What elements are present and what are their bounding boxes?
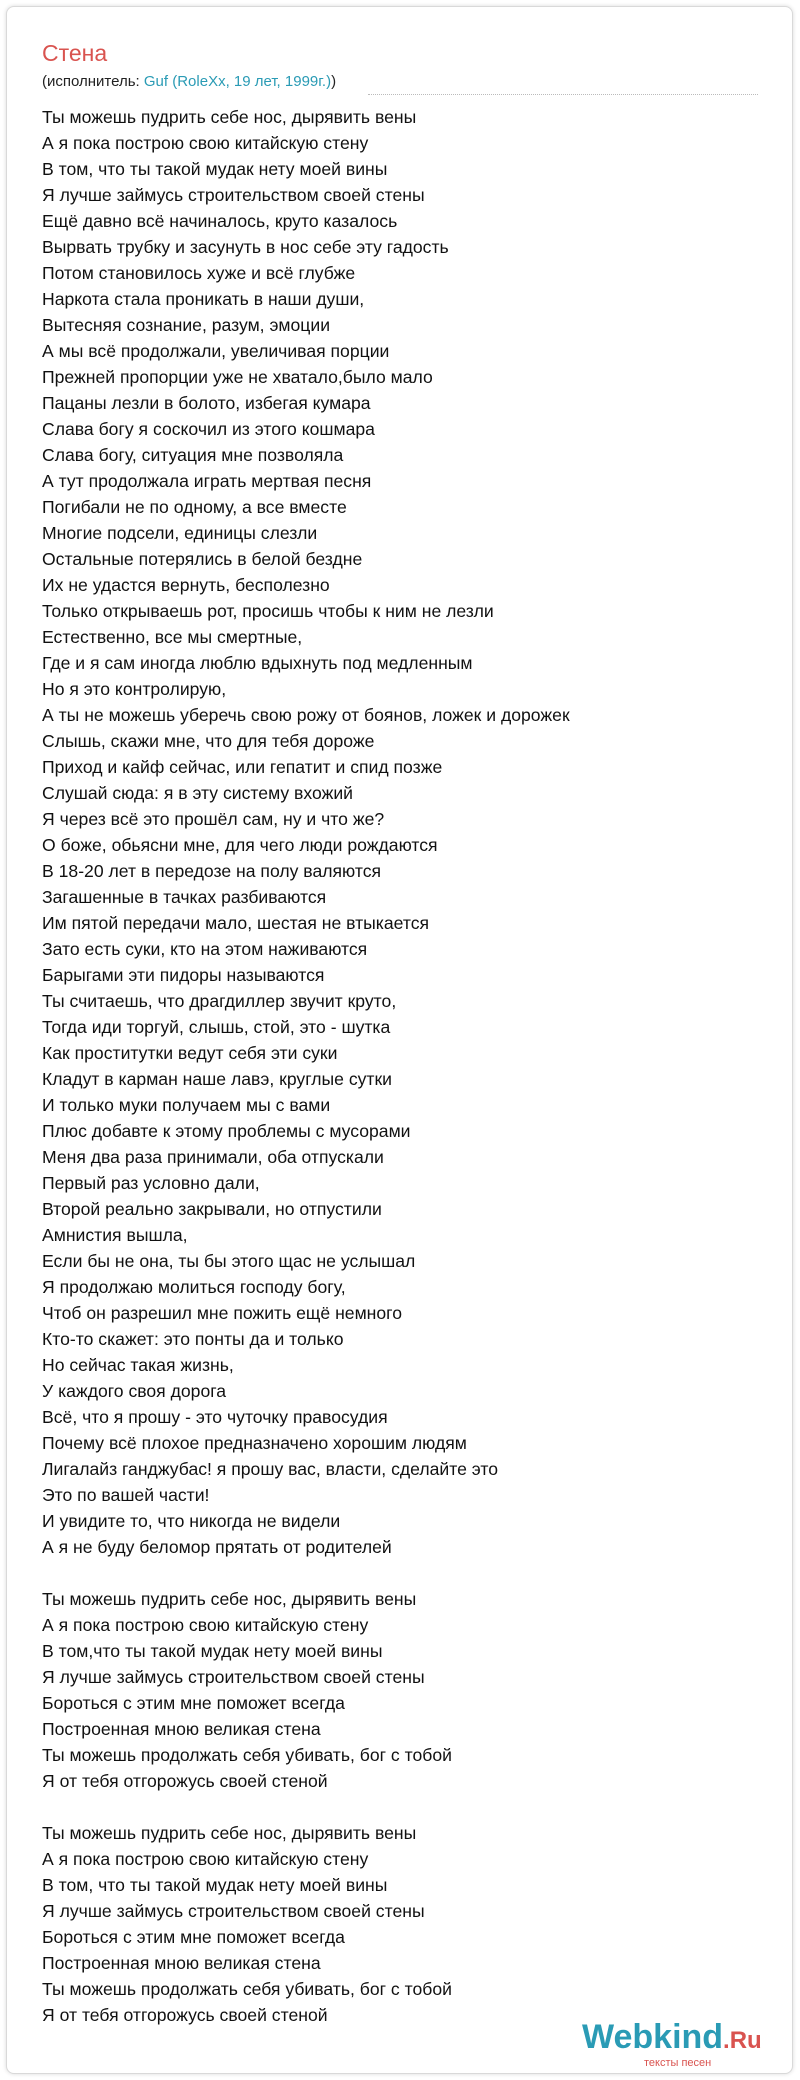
lyric-line: Почему всё плохое предназначено хорошим людям <box>42 1433 467 1453</box>
lyric-line: Естественно, все мы смертные, <box>42 627 303 647</box>
lyric-line: Я лучше займусь строительством своей стены <box>42 1667 425 1687</box>
lyric-line: Ты можешь пудрить себе нос, дырявить вены <box>42 1823 417 1843</box>
lyric-line: В том, что ты такой мудак нету моей вины <box>42 1875 388 1895</box>
lyric-line: Чтоб он разрешил мне пожить ещё немного <box>42 1303 402 1323</box>
lyric-line: Ты считаешь, что драгдиллер звучит круто, <box>42 991 397 1011</box>
lyric-line: Ты можешь пудрить себе нос, дырявить вены <box>42 107 417 127</box>
lyric-line: Вырвать трубку и засунуть в нос себе эту гадость <box>42 237 449 257</box>
artist-line <box>42 73 336 90</box>
lyric-line: Первый раз условно дали, <box>42 1173 260 1193</box>
lyric-line: Прежней пропорции уже не хватало,было мало <box>42 367 433 387</box>
stanza-break <box>42 1794 570 1820</box>
lyric-line: Бороться с этим мне поможет всегда <box>42 1927 345 1947</box>
lyric-line: О боже, обьясни мне, для чего люди рождаются <box>42 835 438 855</box>
lyric-line: Погибали не по одному, а все вместе <box>42 497 347 517</box>
lyric-line: Я лучше займусь строительством своей стены <box>42 1901 425 1921</box>
lyric-line: А я пока построю свою китайскую стену <box>42 1615 369 1635</box>
lyric-line: Слушай сюда: я в эту систему вхожий <box>42 783 354 803</box>
lyric-line: Слава богу, ситуация мне позволяла <box>42 445 344 465</box>
lyric-line: Если бы не она, ты бы этого щас не услышал <box>42 1251 416 1271</box>
artist-suffix: ) <box>331 73 337 90</box>
lyric-line: Ты можешь пудрить себе нос, дырявить вены <box>42 1589 417 1609</box>
lyric-line: Я через всё это прошёл сам, ну и что же? <box>42 809 385 829</box>
lyric-line: А ты не можешь уберечь свою рожу от боянов, ложек и дорожек <box>42 705 570 725</box>
lyric-line: Я продолжаю молиться господу богу, <box>42 1277 346 1297</box>
lyric-line: Приход и кайф сейчас, или гепатит и спид позже <box>42 757 443 777</box>
lyric-line: Это по вашей части! <box>42 1485 210 1505</box>
lyric-line: Я от тебя отгорожусь своей стеной <box>42 1771 328 1791</box>
lyric-line: Построенная мною великая стена <box>42 1719 321 1739</box>
lyric-line: В том, что ты такой мудак нету моей вины <box>42 159 388 179</box>
lyrics-body <box>42 104 570 2028</box>
artist-prefix: (исполнитель: <box>42 73 144 90</box>
logo-tagline: тексты песен <box>644 2057 712 2069</box>
lyric-line: Меня два раза принимали, оба отпускали <box>42 1147 384 1167</box>
lyric-line: Их не удастся вернуть, бесполезно <box>42 575 330 595</box>
lyric-line: Лигалайз ганджубас! я прошу вас, власти, сделайте это <box>42 1459 498 1479</box>
lyric-line: Им пятой передачи мало, шестая не втыкается <box>42 913 430 933</box>
stanza-break <box>42 1560 570 1586</box>
lyric-line: В 18-20 лет в передозе на полу валяются <box>42 861 382 881</box>
lyric-line: А я пока построю свою китайскую стену <box>42 1849 369 1869</box>
lyric-line: А тут продолжала играть мертвая песня <box>42 471 372 491</box>
lyric-line: Потом становилось хуже и всё глубже <box>42 263 356 283</box>
lyric-line: Второй реально закрывали, но отпустили <box>42 1199 382 1219</box>
lyric-line: Пацаны лезли в болото, избегая кумара <box>42 393 371 413</box>
lyric-line: Ты можешь продолжать себя убивать, бог с тобой <box>42 1745 452 1765</box>
title-divider <box>368 94 758 95</box>
site-logo[interactable] <box>582 2018 762 2069</box>
lyric-line: И увидите то, что никогда не видели <box>42 1511 341 1531</box>
lyric-line: Вытесняя сознание, разум, эмоции <box>42 315 331 335</box>
lyric-line: Где и я сам иногда люблю вдыхнуть под медленным <box>42 653 473 673</box>
lyric-line: Я от тебя отгорожусь своей стеной <box>42 2005 328 2025</box>
lyric-line: А мы всё продолжали, увеличивая порции <box>42 341 390 361</box>
lyric-line: Только открываешь рот, просишь чтобы к ним не лезли <box>42 601 494 621</box>
lyric-line: Плюс добавте к этому проблемы с мусорами <box>42 1121 411 1141</box>
lyric-line: Кто-то скажет: это понты да и только <box>42 1329 344 1349</box>
song-title: Стена <box>42 40 108 66</box>
lyric-line: Загашенные в тачках разбиваются <box>42 887 327 907</box>
lyric-line: Но сейчас такая жизнь, <box>42 1355 234 1375</box>
logo-tld: .Ru <box>723 2027 762 2054</box>
lyric-line: Остальные потерялись в белой бездне <box>42 549 363 569</box>
lyric-line: Амнистия вышла, <box>42 1225 188 1245</box>
lyric-line: Кладут в карман наше лавэ, круглые сутки <box>42 1069 392 1089</box>
lyric-line: Всё, что я прошу - это чуточку правосудия <box>42 1407 388 1427</box>
lyric-line: У каждого своя дорога <box>42 1381 227 1401</box>
lyric-line: Построенная мною великая стена <box>42 1953 321 1973</box>
lyric-line: Ещё давно всё начиналось, круто казалось <box>42 211 398 231</box>
lyric-line: Слава богу я соскочил из этого кошмара <box>42 419 375 439</box>
lyric-line: Зато есть суки, кто на этом наживаются <box>42 939 368 959</box>
lyric-line: Ты можешь продолжать себя убивать, бог с тобой <box>42 1979 452 1999</box>
lyric-line: Барыгами эти пидоры называются <box>42 965 325 985</box>
lyric-line: В том,что ты такой мудак нету моей вины <box>42 1641 383 1661</box>
lyric-line: Как проститутки ведут себя эти суки <box>42 1043 338 1063</box>
lyric-line: Слышь, скажи мне, что для тебя дороже <box>42 731 375 751</box>
lyric-line: Многие подсели, единицы слезли <box>42 523 318 543</box>
lyric-line: А я пока построю свою китайскую стену <box>42 133 369 153</box>
artist-link[interactable]: Guf (RoleXx, 19 лет, 1999г.) <box>143 73 332 90</box>
lyric-line: И только муки получаем мы с вами <box>42 1095 331 1115</box>
logo-brand: Webkind <box>582 2018 724 2056</box>
lyric-line: Бороться с этим мне поможет всегда <box>42 1693 345 1713</box>
lyric-line: Наркота стала проникать в наши души, <box>42 289 365 309</box>
lyric-line: А я не буду беломор прятать от родителей <box>42 1537 392 1557</box>
lyric-line: Тогда иди торгуй, слышь, стой, это - шутка <box>42 1017 391 1037</box>
lyric-line: Но я это контролирую, <box>42 679 227 699</box>
lyric-line: Я лучше займусь строительством своей стены <box>42 185 425 205</box>
